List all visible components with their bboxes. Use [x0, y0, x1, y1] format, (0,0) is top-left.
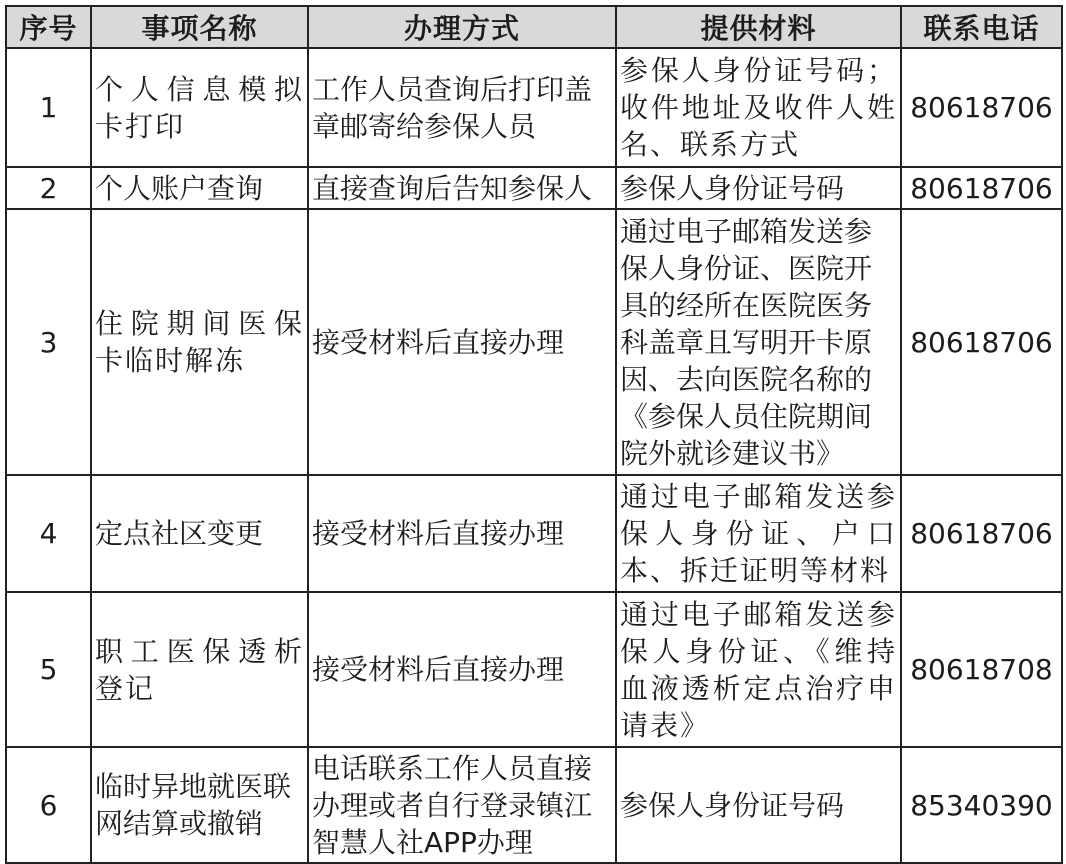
row-phone: 80618708 — [901, 592, 1062, 747]
header-materials: 提供材料 — [616, 6, 901, 48]
header-item-name: 事项名称 — [91, 6, 308, 48]
table-row — [6, 209, 1062, 475]
row-item-name: 定点社区变更 — [91, 475, 308, 592]
row-phone: 80618706 — [901, 475, 1062, 592]
header-phone: 联系电话 — [901, 6, 1062, 48]
table-row — [6, 747, 1062, 863]
row-method: 电话联系工作人员直接办理或者自行登录镇江智慧人社APP办理 — [308, 747, 616, 863]
row-item-name: 职工医保透析登记 — [91, 592, 308, 747]
row-index: 6 — [6, 747, 91, 863]
table-row — [6, 48, 1062, 167]
table-row — [6, 592, 1062, 747]
row-method: 接受材料后直接办理 — [308, 592, 616, 747]
row-materials: 通过电子邮箱发送参保人身份证、医院开具的经所在医院医务科盖章且写明开卡原因、去向医院名称的《参保人员住院期间院外就诊建议书》 — [616, 209, 901, 475]
row-method: 工作人员查询后打印盖章邮寄给参保人员 — [308, 48, 616, 167]
table-row — [6, 475, 1062, 592]
row-phone: 85340390 — [901, 747, 1062, 863]
row-method: 接受材料后直接办理 — [308, 209, 616, 475]
row-method: 直接查询后告知参保人 — [308, 167, 616, 209]
row-index: 1 — [6, 48, 91, 167]
row-materials: 参保人身份证号码 — [616, 167, 901, 209]
row-phone: 80618706 — [901, 209, 1062, 475]
row-item-name: 个人信息模拟卡打印 — [91, 48, 308, 167]
row-materials: 参保人身份证号码 — [616, 747, 901, 863]
row-materials: 通过电子邮箱发送参保人身份证、《维持血液透析定点治疗申请表》 — [616, 592, 901, 747]
row-index: 5 — [6, 592, 91, 747]
row-index: 2 — [6, 167, 91, 209]
row-index: 3 — [6, 209, 91, 475]
row-item-name: 住院期间医保卡临时解冻 — [91, 209, 308, 475]
service-table — [5, 5, 1063, 864]
row-item-name: 临时异地就医联网结算或撤销 — [91, 747, 308, 863]
row-item-name: 个人账户查询 — [91, 167, 308, 209]
row-materials: 参保人身份证号码；收件地址及收件人姓名、联系方式 — [616, 48, 901, 167]
row-materials: 通过电子邮箱发送参保人身份证、户口本、拆迁证明等材料 — [616, 475, 901, 592]
table-header-row — [6, 6, 1062, 48]
table-row — [6, 167, 1062, 209]
row-method: 接受材料后直接办理 — [308, 475, 616, 592]
header-method: 办理方式 — [308, 6, 616, 48]
row-phone: 80618706 — [901, 48, 1062, 167]
header-index: 序号 — [6, 6, 91, 48]
row-phone: 80618706 — [901, 167, 1062, 209]
row-index: 4 — [6, 475, 91, 592]
